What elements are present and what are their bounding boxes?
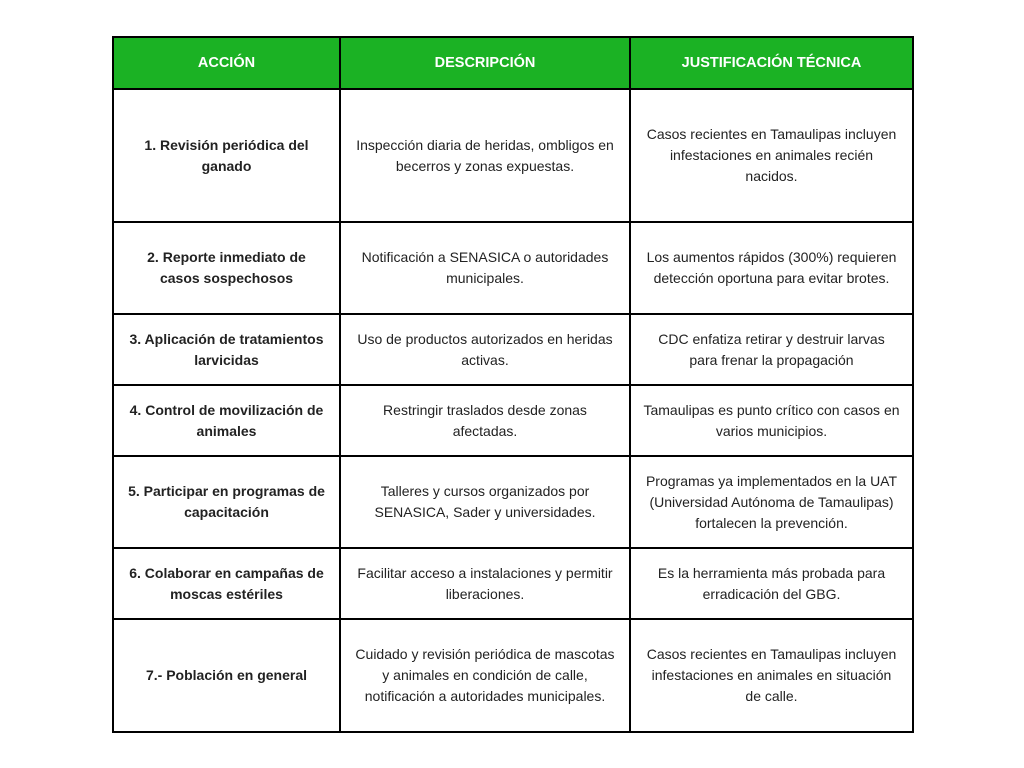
- cell-descripcion: Cuidado y revisión periódica de mascotas y animales en condición de calle, notificación a autoridades municipales.: [340, 619, 630, 732]
- cell-accion: 6. Colaborar en campañas de moscas estériles: [113, 548, 340, 619]
- cell-descripcion: Talleres y cursos organizados por SENASICA, Sader y universidades.: [340, 456, 630, 548]
- cell-justificacion: Tamaulipas es punto crítico con casos en varios municipios.: [630, 385, 913, 456]
- actions-table: [112, 36, 914, 733]
- cell-justificacion: Casos recientes en Tamaulipas incluyen infestaciones en animales recién nacidos.: [630, 89, 913, 222]
- table-row: [113, 456, 913, 548]
- table-row: [113, 314, 913, 385]
- cell-descripcion: Uso de productos autorizados en heridas activas.: [340, 314, 630, 385]
- table-row: [113, 89, 913, 222]
- table-row: [113, 222, 913, 314]
- header-accion: ACCIÓN: [113, 37, 340, 89]
- cell-justificacion: Programas ya implementados en la UAT (Universidad Autónoma de Tamaulipas) fortalecen la prevención.: [630, 456, 913, 548]
- header-descripcion: DESCRIPCIÓN: [340, 37, 630, 89]
- cell-justificacion: Es la herramienta más probada para erradicación del GBG.: [630, 548, 913, 619]
- cell-accion: 4. Control de movilización de animales: [113, 385, 340, 456]
- cell-justificacion: CDC enfatiza retirar y destruir larvas para frenar la propagación: [630, 314, 913, 385]
- table-row: [113, 619, 913, 732]
- cell-justificacion: Los aumentos rápidos (300%) requieren detección oportuna para evitar brotes.: [630, 222, 913, 314]
- table-row: [113, 385, 913, 456]
- cell-accion: 7.- Población en general: [113, 619, 340, 732]
- table-row: [113, 548, 913, 619]
- cell-accion: 1. Revisión periódica del ganado: [113, 89, 340, 222]
- cell-descripcion: Restringir traslados desde zonas afectadas.: [340, 385, 630, 456]
- cell-descripcion: Facilitar acceso a instalaciones y permitir liberaciones.: [340, 548, 630, 619]
- header-justificacion: JUSTIFICACIÓN TÉCNICA: [630, 37, 913, 89]
- cell-justificacion: Casos recientes en Tamaulipas incluyen infestaciones en animales en situación de calle.: [630, 619, 913, 732]
- cell-accion: 5. Participar en programas de capacitación: [113, 456, 340, 548]
- cell-accion: 3. Aplicación de tratamientos larvicidas: [113, 314, 340, 385]
- cell-accion: 2. Reporte inmediato de casos sospechosos: [113, 222, 340, 314]
- header-row: [113, 37, 913, 89]
- cell-descripcion: Notificación a SENASICA o autoridades municipales.: [340, 222, 630, 314]
- cell-descripcion: Inspección diaria de heridas, ombligos en becerros y zonas expuestas.: [340, 89, 630, 222]
